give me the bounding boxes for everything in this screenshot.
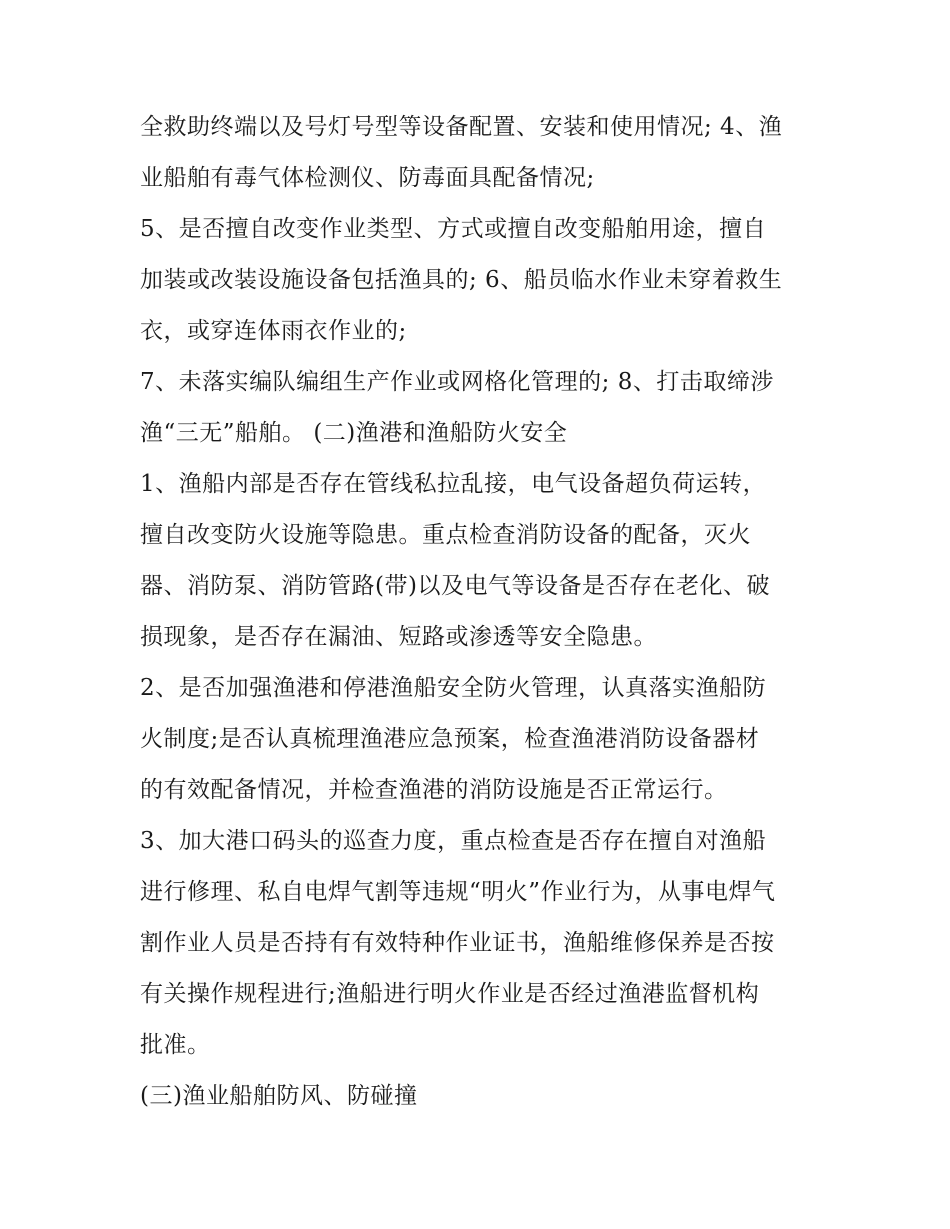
text-line: 5、是否擅自改变作业类型、方式或擅自改变船舶用途，擅自	[140, 216, 767, 242]
text-line: 擅自改变防火设施等隐患。重点检查消防设备的配备，灭火	[140, 522, 751, 548]
text-line: 衣，或穿连体雨衣作业的;	[140, 318, 407, 344]
text-line: 的有效配备情况，并检查渔港的消防设施是否正常运行。	[140, 777, 728, 803]
text-line: 2、是否加强渔港和停港渔船安全防火管理，认真落实渔船防	[140, 675, 767, 701]
text-line: 渔“三无”船舶。 (二)渔港和渔船防火安全	[140, 420, 568, 446]
text-line: 有关操作规程进行;渔船进行明火作业是否经过渔港监督机构	[140, 981, 760, 1007]
text-line: 割作业人员是否持有有效特种作业证书，渔船维修保养是否按	[140, 930, 775, 956]
section-heading: (三)渔业船舶防风、防碰撞	[140, 1083, 418, 1109]
text-line: 器、消防泵、消防管路(带)以及电气等设备是否存在老化、破	[140, 573, 770, 599]
text-line: 3、加大港口码头的巡查力度，重点检查是否存在擅自对渔船	[140, 828, 767, 854]
document-body	[140, 102, 820, 1122]
text-line: 损现象，是否存在漏油、短路或渗透等安全隐患。	[140, 624, 657, 650]
text-line: 加装或改装设施设备包括渔具的; 6、船员临水作业未穿着救生	[140, 267, 783, 293]
text-line: 批准。	[140, 1032, 211, 1058]
text-line: 进行修理、私自电焊气割等违规“明火”作业行为，从事电焊气	[140, 879, 776, 905]
text-line: 7、未落实编队编组生产作业或网格化管理的; 8、打击取缔涉	[140, 369, 774, 395]
text-line: 全救助终端以及号灯号型等设备配置、安装和使用情况; 4、渔	[140, 114, 783, 140]
text-line: 业船舶有毒气体检测仪、防毒面具配备情况;	[140, 165, 595, 191]
text-line: 火制度;是否认真梳理渔港应急预案，检查渔港消防设备器材	[140, 726, 760, 752]
text-line: 1、渔船内部是否存在管线私拉乱接，电气设备超负荷运转，	[140, 471, 767, 497]
